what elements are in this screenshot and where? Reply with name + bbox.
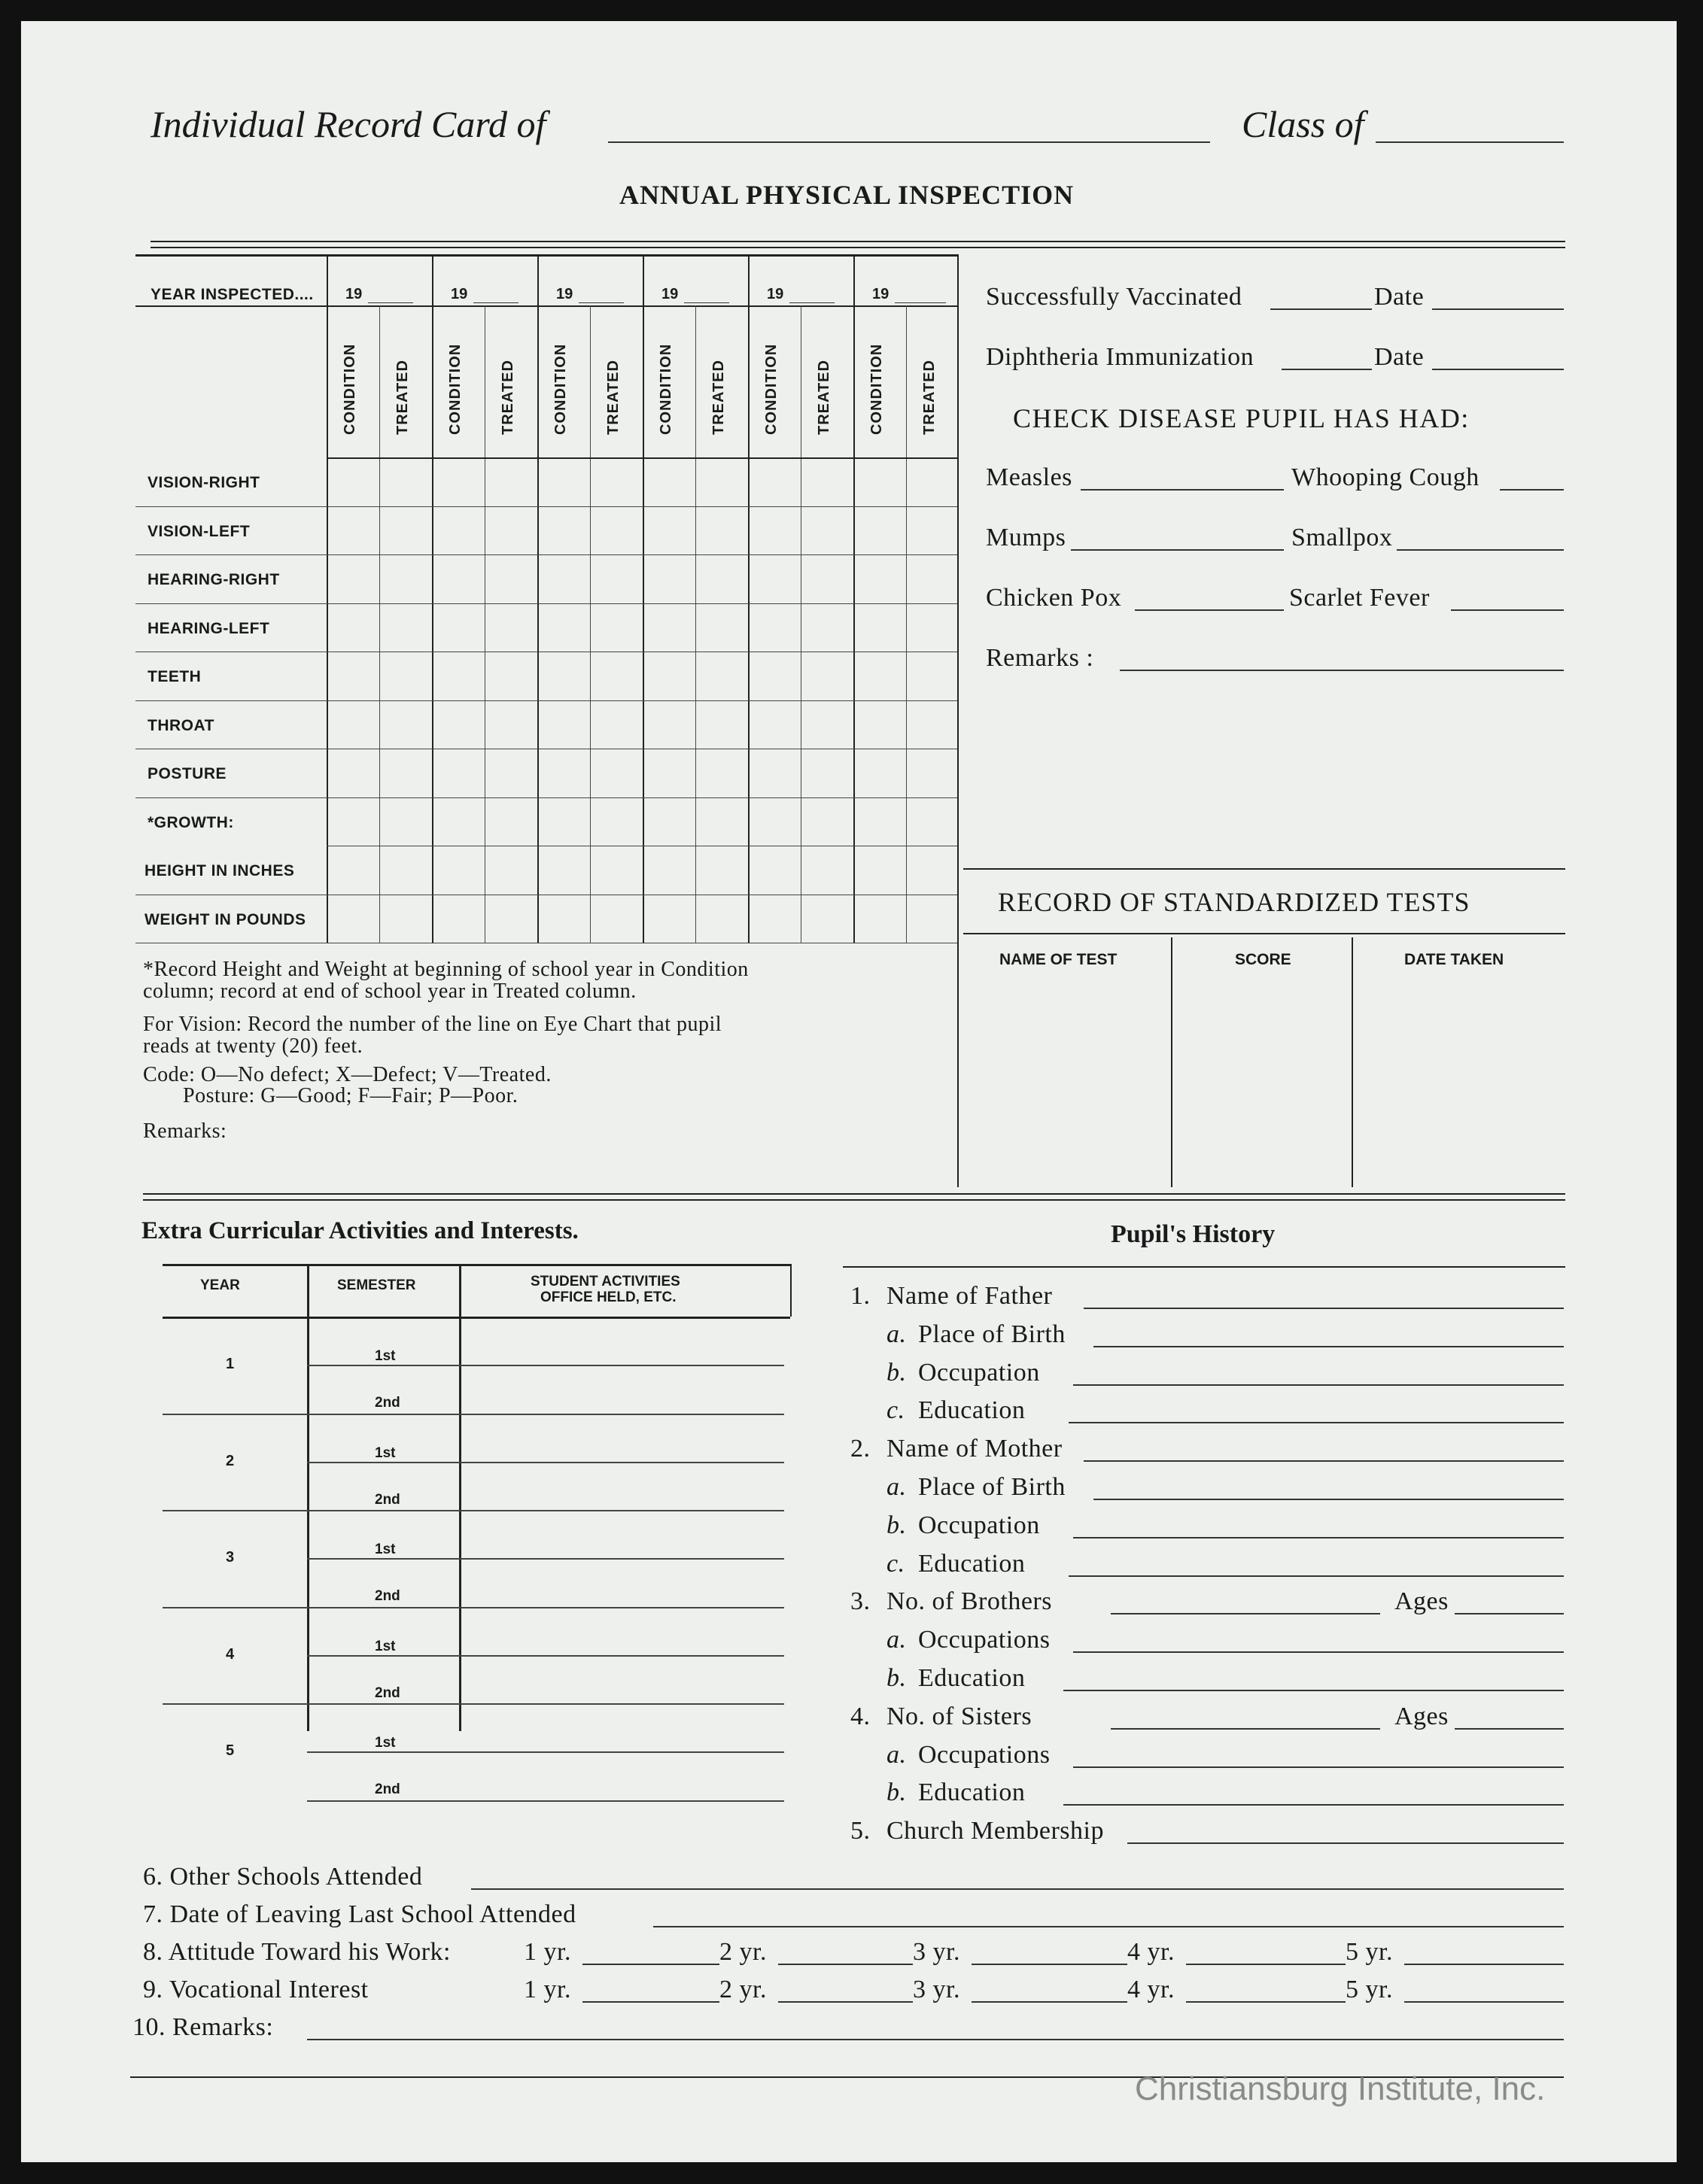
act-sem2-3: 2nd: [375, 1588, 400, 1605]
yr-line-1-4: [1404, 2001, 1564, 2003]
history-text-3: Education: [918, 1396, 1026, 1425]
vaccinated-date-line: [1432, 308, 1564, 310]
yr-label-0-2: 3 yr.: [913, 1938, 960, 1966]
page-title: ANNUAL PHYSICAL INSPECTION: [619, 180, 1075, 210]
mumps-label: Mumps: [986, 524, 1066, 551]
row-label-5: THROAT: [147, 716, 214, 734]
act-sem2-5: 2nd: [375, 1782, 400, 1798]
history-num-6: b.: [886, 1511, 907, 1539]
note-line-4: reads at twenty (20) feet.: [143, 1034, 363, 1058]
yr-label-0-1: 2 yr.: [719, 1938, 767, 1966]
year-line-5: [789, 302, 835, 303]
group-divider: [327, 254, 328, 943]
history-title-rule: [843, 1266, 1565, 1268]
history-line-13: [1063, 1804, 1564, 1806]
history-num-12: a.: [886, 1740, 907, 1769]
top-section-divider: [957, 254, 959, 1187]
yr-label-1-3: 4 yr.: [1127, 1976, 1175, 2003]
act-col-activities-1: STUDENT ACTIVITIES: [531, 1274, 680, 1289]
act-header-line: [163, 1317, 790, 1319]
group-divider: [643, 254, 644, 943]
note-line-1: *Record Height and Weight at beginning of school year in Condition: [143, 958, 749, 981]
col-date-taken: DATE TAKEN: [1404, 951, 1504, 968]
history-text-9: Occupations: [918, 1626, 1051, 1654]
act-right-edge: [790, 1264, 792, 1317]
year-prefix-6: 19: [872, 286, 890, 302]
class-of-label: Class of: [1242, 103, 1364, 145]
history-ages-8: Ages: [1394, 1587, 1449, 1616]
act-sem1-5: 1st: [375, 1735, 396, 1751]
yr-line-0-2: [972, 1964, 1127, 1965]
history-text-10: Education: [918, 1664, 1026, 1692]
history-text-1: Place of Birth: [918, 1320, 1066, 1348]
act-sem1-4: 1st: [375, 1638, 396, 1654]
history-ages-line-8: [1455, 1613, 1564, 1614]
yr-line-0-0: [582, 1964, 719, 1965]
yr-line-0-3: [1186, 1964, 1346, 1965]
note-line-2: column; record at end of school year in Treated column.: [143, 980, 637, 1003]
row-label-2: HEARING-RIGHT: [147, 571, 280, 588]
history-text-13: Education: [918, 1778, 1026, 1807]
final-remarks-label: 10. Remarks:: [132, 2013, 274, 2041]
yr-line-1-2: [972, 2001, 1127, 2003]
history-line-7: [1069, 1575, 1564, 1577]
yr-label-1-4: 5 yr.: [1346, 1976, 1393, 2003]
note-line-3: For Vision: Record the number of the line on Eye Chart that pupil: [143, 1013, 722, 1036]
scarlet-fever-line: [1451, 609, 1564, 611]
yr-label-1-1: 2 yr.: [719, 1976, 767, 2003]
history-num-3: c.: [886, 1396, 905, 1425]
history-line-11: [1111, 1728, 1380, 1730]
history-ages-line-11: [1455, 1728, 1564, 1730]
act-year-line: [307, 1800, 784, 1802]
record-card-label: Individual Record Card of: [151, 103, 546, 145]
history-line-9: [1073, 1651, 1564, 1653]
whooping-label: Whooping Cough: [1291, 463, 1479, 491]
mumps-line: [1071, 549, 1284, 551]
condition-header-4: CONDITION: [658, 343, 674, 435]
vaccinated-date-label: Date: [1374, 283, 1425, 311]
row-line: [135, 797, 957, 798]
row-label-3: HEARING-LEFT: [147, 619, 270, 637]
history-line-1: [1093, 1346, 1564, 1347]
row-label-0: VISION-RIGHT: [147, 474, 260, 491]
tests-col-divider-2: [1352, 937, 1353, 1187]
tests-title-rule: [963, 933, 1565, 934]
act-year-2: 2: [226, 1452, 235, 1469]
diphtheria-line: [1282, 369, 1372, 370]
act-year-3: 3: [226, 1549, 235, 1566]
history-line-10: [1063, 1690, 1564, 1691]
act-sem1-3: 1st: [375, 1542, 396, 1557]
act-col-1: [307, 1264, 309, 1731]
act-year-line: [163, 1510, 784, 1511]
history-num-14: 5.: [850, 1817, 871, 1845]
history-line-6: [1073, 1537, 1564, 1539]
act-sem2-4: 2nd: [375, 1684, 400, 1701]
act-col-activities-2: OFFICE HELD, ETC.: [540, 1289, 677, 1305]
subcol-divider: [379, 305, 380, 943]
tests-title: RECORD OF STANDARDIZED TESTS: [998, 887, 1470, 917]
measles-line: [1081, 489, 1284, 491]
health-remarks-line: [1120, 670, 1564, 671]
history-num-2: b.: [886, 1358, 907, 1387]
row-label-1: VISION-LEFT: [147, 522, 251, 540]
smallpox-line: [1397, 549, 1564, 551]
act-year-line: [163, 1607, 784, 1608]
subcol-divider: [906, 305, 907, 943]
row-label-6: POSTURE: [147, 765, 227, 782]
attitude-label: 8. Attitude Toward his Work:: [143, 1938, 452, 1966]
history-line-5: [1093, 1499, 1564, 1500]
title-rule-2: [151, 247, 1565, 248]
year-inspected-label: YEAR INSPECTED....: [151, 286, 314, 303]
yr-label-0-4: 5 yr.: [1346, 1938, 1393, 1966]
row-line: [135, 506, 957, 507]
year-prefix-2: 19: [451, 286, 468, 302]
smallpox-label: Smallpox: [1291, 524, 1393, 551]
yr-line-1-1: [778, 2001, 913, 2003]
col-name-of-test: NAME OF TEST: [999, 951, 1118, 968]
yr-line-1-3: [1186, 2001, 1346, 2003]
col-score: SCORE: [1235, 951, 1291, 968]
grid-top-line: [135, 254, 957, 257]
year-line-2: [473, 302, 519, 303]
act-sem-line: [307, 1365, 784, 1366]
date-leaving-line: [653, 1926, 1564, 1927]
history-line-12: [1073, 1766, 1564, 1768]
condition-header-3: CONDITION: [552, 343, 569, 435]
measles-label: Measles: [986, 463, 1072, 491]
history-text-5: Place of Birth: [918, 1473, 1066, 1501]
history-num-10: b.: [886, 1664, 907, 1692]
row-line: [135, 603, 957, 604]
row-line: [135, 700, 957, 701]
condition-header-1: CONDITION: [342, 343, 358, 435]
tests-col-divider-1: [1171, 937, 1172, 1187]
history-line-8: [1111, 1613, 1380, 1614]
act-sem-line: [307, 1655, 784, 1657]
history-num-11: 4.: [850, 1702, 871, 1730]
other-schools-label: 6. Other Schools Attended: [143, 1863, 423, 1891]
history-num-0: 1.: [850, 1282, 871, 1310]
history-ages-11: Ages: [1394, 1702, 1449, 1730]
final-remarks-line: [307, 2039, 1564, 2040]
act-sem-line: [307, 1558, 784, 1560]
act-sem2-2: 2nd: [375, 1491, 400, 1508]
history-text-2: Occupation: [918, 1358, 1040, 1387]
year-line-1: [368, 302, 413, 303]
act-year-line: [163, 1414, 784, 1415]
history-text-0: Name of Father: [886, 1282, 1053, 1310]
date-leaving-label: 7. Date of Leaving Last School Attended: [143, 1900, 576, 1928]
other-schools-line: [471, 1888, 1564, 1890]
row-label-8: HEIGHT IN INCHES: [144, 862, 295, 879]
note-line-5: Code: O—No defect; X—Defect; V—Treated.: [143, 1063, 552, 1086]
class-of-line: [1376, 141, 1564, 143]
history-num-4: 2.: [850, 1435, 871, 1463]
history-num-9: a.: [886, 1626, 907, 1654]
condition-header-6: CONDITION: [868, 343, 885, 435]
group-divider: [748, 254, 750, 943]
history-text-11: No. of Sisters: [886, 1702, 1032, 1730]
record-card-paper: [21, 21, 1677, 2162]
history-text-12: Occupations: [918, 1740, 1051, 1769]
condition-header-2: CONDITION: [447, 343, 464, 435]
year-line-4: [684, 302, 729, 303]
subcol-divider: [590, 305, 591, 943]
treated-header-5: TREATED: [816, 360, 832, 435]
row-line: [135, 554, 957, 555]
yr-label-1-0: 1 yr.: [524, 1976, 571, 2003]
check-disease-heading: CHECK DISEASE PUPIL HAS HAD:: [1013, 403, 1470, 433]
year-line-3: [579, 302, 624, 303]
middle-rule-1: [143, 1193, 1565, 1195]
year-row-line: [135, 305, 957, 307]
act-col-semester: SEMESTER: [337, 1277, 416, 1293]
inspection-remarks-label: Remarks:: [143, 1119, 227, 1143]
history-line-4: [1084, 1460, 1564, 1462]
history-num-8: 3.: [850, 1587, 871, 1616]
year-line-6: [895, 302, 946, 303]
treated-header-6: TREATED: [921, 360, 938, 435]
yr-line-1-0: [582, 2001, 719, 2003]
chicken-pox-line: [1135, 609, 1284, 611]
tests-top-rule: [963, 868, 1565, 870]
act-sem-line: [307, 1462, 784, 1463]
subcol-divider: [695, 305, 696, 943]
row-label-9: WEIGHT IN POUNDS: [144, 910, 306, 928]
act-col-2: [459, 1264, 461, 1731]
row-label-4: TEETH: [147, 668, 202, 685]
yr-label-1-2: 3 yr.: [913, 1976, 960, 2003]
history-line-0: [1084, 1308, 1564, 1309]
history-text-8: No. of Brothers: [886, 1587, 1052, 1616]
act-year-line: [163, 1703, 784, 1705]
year-prefix-5: 19: [767, 286, 784, 302]
yr-label-0-0: 1 yr.: [524, 1938, 571, 1966]
history-text-4: Name of Mother: [886, 1435, 1063, 1463]
treated-header-4: TREATED: [710, 360, 727, 435]
health-remarks-label: Remarks :: [986, 644, 1094, 672]
history-num-7: c.: [886, 1549, 905, 1578]
watermark: Christiansburg Institute, Inc.: [1135, 2070, 1546, 2107]
history-line-14: [1127, 1842, 1564, 1844]
act-year-1: 1: [226, 1356, 235, 1373]
act-sem2-1: 2nd: [375, 1395, 400, 1411]
history-text-7: Education: [918, 1549, 1026, 1578]
condition-header-5: CONDITION: [763, 343, 780, 435]
group-divider: [537, 254, 539, 943]
yr-line-0-4: [1404, 1964, 1564, 1965]
act-year-5: 5: [226, 1742, 235, 1760]
treated-header-2: TREATED: [500, 360, 516, 435]
note-line-6: Posture: G—Good; F—Fair; P—Poor.: [183, 1084, 519, 1107]
year-prefix-1: 19: [345, 286, 363, 302]
diphtheria-date-label: Date: [1374, 343, 1425, 371]
treated-header-3: TREATED: [605, 360, 622, 435]
chicken-pox-label: Chicken Pox: [986, 584, 1122, 612]
act-col-year: YEAR: [200, 1277, 240, 1293]
row-label-7: *GROWTH:: [147, 813, 234, 831]
act-sem1-1: 1st: [375, 1348, 396, 1364]
history-line-3: [1069, 1422, 1564, 1423]
yr-label-0-3: 4 yr.: [1127, 1938, 1175, 1966]
vocational-label: 9. Vocational Interest: [143, 1976, 369, 2003]
header-bottom-line: [327, 457, 957, 459]
act-sem-line: [307, 1751, 784, 1753]
history-text-14: Church Membership: [886, 1817, 1104, 1845]
activities-title: Extra Curricular Activities and Interests.: [141, 1217, 579, 1244]
act-top-line: [163, 1264, 790, 1266]
act-sem1-2: 1st: [375, 1444, 396, 1461]
scarlet-fever-label: Scarlet Fever: [1289, 584, 1430, 612]
history-num-5: a.: [886, 1473, 907, 1501]
middle-rule-2: [143, 1199, 1565, 1201]
student-name-line: [608, 141, 1210, 143]
year-prefix-3: 19: [556, 286, 573, 302]
history-line-2: [1073, 1384, 1564, 1386]
history-title: Pupil's History: [1111, 1220, 1276, 1248]
vaccinated-label: Successfully Vaccinated: [986, 283, 1242, 311]
yr-line-0-1: [778, 1964, 913, 1965]
title-rule-1: [151, 241, 1565, 242]
group-divider: [432, 254, 433, 943]
history-num-13: b.: [886, 1778, 907, 1807]
diphtheria-label: Diphtheria Immunization: [986, 343, 1254, 371]
vaccinated-line: [1270, 308, 1372, 310]
group-divider: [853, 254, 855, 943]
history-text-6: Occupation: [918, 1511, 1040, 1539]
act-year-4: 4: [226, 1645, 235, 1663]
whooping-line: [1500, 489, 1564, 491]
treated-header-1: TREATED: [394, 360, 411, 435]
history-num-1: a.: [886, 1320, 907, 1348]
diphtheria-date-line: [1432, 369, 1564, 370]
year-prefix-4: 19: [661, 286, 679, 302]
